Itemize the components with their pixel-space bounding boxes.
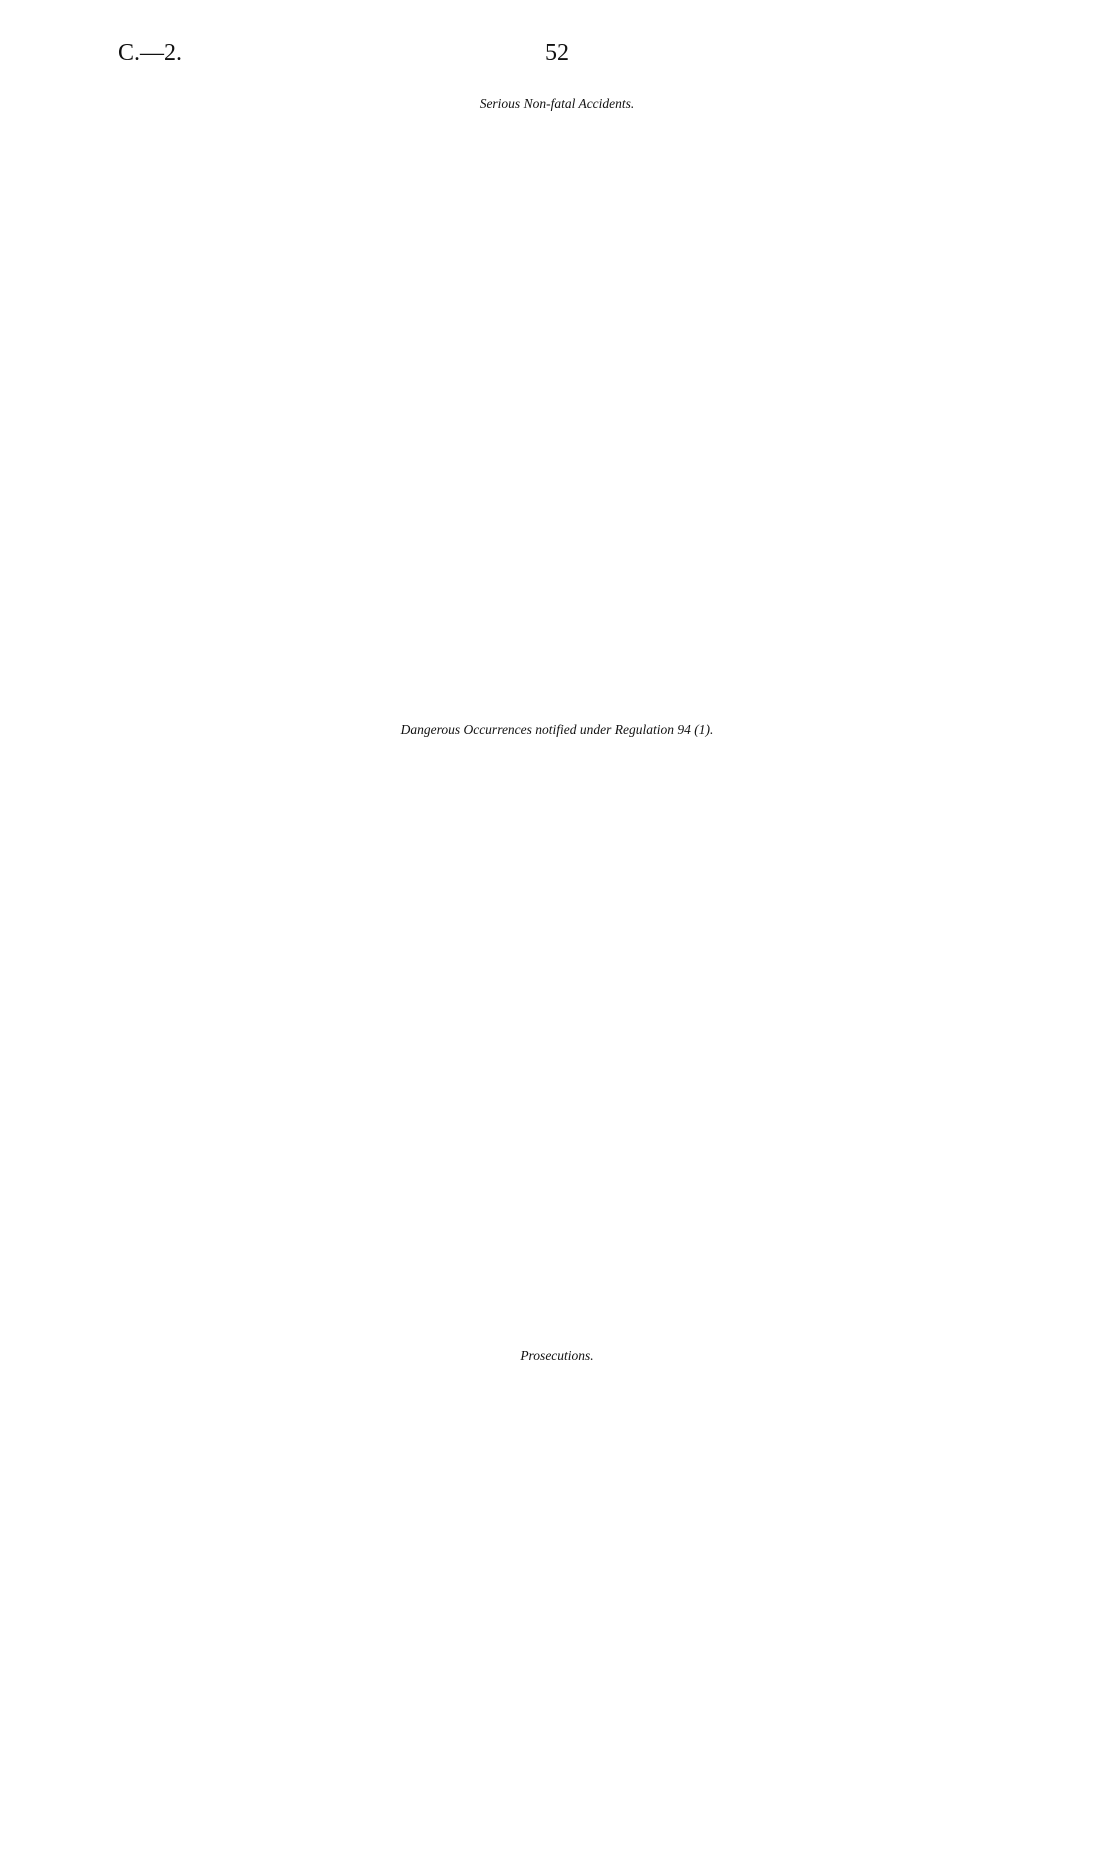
document-reference: C.—2. — [118, 40, 183, 66]
document-body — [118, 90, 996, 1368]
section-heading: Dangerous Occurrences notified under Regulation 94 (1). — [400, 722, 714, 737]
page-number: 52 — [545, 40, 569, 66]
text-block — [118, 116, 996, 716]
section-heading: Prosecutions. — [520, 1348, 594, 1363]
text-block — [118, 742, 996, 1342]
section-heading: Serious Non-fatal Accidents. — [479, 96, 635, 111]
page-header — [118, 40, 996, 70]
